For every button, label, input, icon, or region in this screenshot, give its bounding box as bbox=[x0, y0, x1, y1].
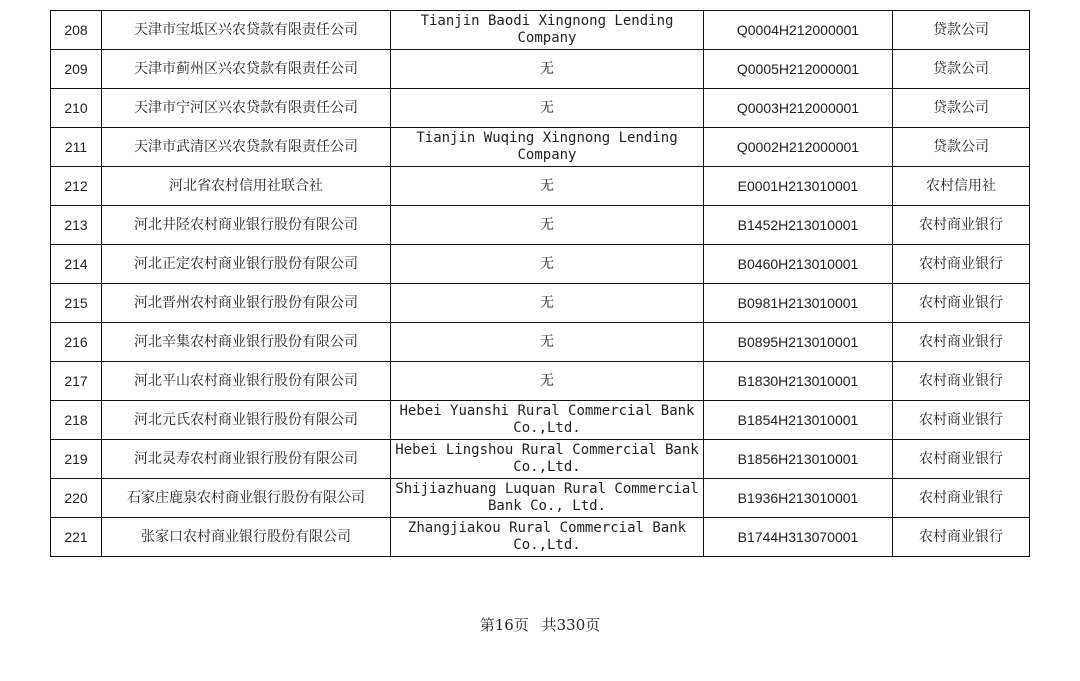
cell-serial-number: 211 bbox=[51, 128, 102, 167]
cell-institution-code: B0895H213010001 bbox=[704, 323, 893, 362]
cell-institution-type: 农村商业银行 bbox=[893, 401, 1030, 440]
cell-institution-code: B0460H213010001 bbox=[704, 245, 893, 284]
cell-name-chinese: 天津市宁河区兴农贷款有限责任公司 bbox=[102, 89, 391, 128]
cell-serial-number: 209 bbox=[51, 50, 102, 89]
cell-name-chinese: 河北晋州农村商业银行股份有限公司 bbox=[102, 284, 391, 323]
table-row bbox=[51, 440, 1030, 479]
table-row bbox=[51, 206, 1030, 245]
cell-institution-type: 农村信用社 bbox=[893, 167, 1030, 206]
cell-name-chinese: 石家庄鹿泉农村商业银行股份有限公司 bbox=[102, 479, 391, 518]
cell-serial-number: 208 bbox=[51, 11, 102, 50]
cell-name-english: Zhangjiakou Rural Commercial Bank Co.,Ltd. bbox=[391, 518, 704, 557]
cell-institution-type: 农村商业银行 bbox=[893, 362, 1030, 401]
table-body bbox=[51, 11, 1030, 557]
cell-name-english: 无 bbox=[391, 89, 704, 128]
cell-institution-type: 农村商业银行 bbox=[893, 440, 1030, 479]
cell-serial-number: 212 bbox=[51, 167, 102, 206]
page-footer bbox=[0, 614, 1080, 635]
cell-institution-code: E0001H213010001 bbox=[704, 167, 893, 206]
cell-serial-number: 210 bbox=[51, 89, 102, 128]
cell-institution-type: 贷款公司 bbox=[893, 128, 1030, 167]
table-row bbox=[51, 323, 1030, 362]
table-row bbox=[51, 401, 1030, 440]
table-row bbox=[51, 284, 1030, 323]
cell-institution-type: 农村商业银行 bbox=[893, 206, 1030, 245]
institution-table bbox=[50, 10, 1030, 557]
cell-name-chinese: 天津市武清区兴农贷款有限责任公司 bbox=[102, 128, 391, 167]
cell-institution-type: 贷款公司 bbox=[893, 89, 1030, 128]
cell-institution-code: B0981H213010001 bbox=[704, 284, 893, 323]
cell-serial-number: 215 bbox=[51, 284, 102, 323]
cell-institution-code: B1936H213010001 bbox=[704, 479, 893, 518]
cell-name-chinese: 河北元氏农村商业银行股份有限公司 bbox=[102, 401, 391, 440]
cell-name-english: Shijiazhuang Luquan Rural Commercial Bank Co., Ltd. bbox=[391, 479, 704, 518]
cell-institution-type: 农村商业银行 bbox=[893, 479, 1030, 518]
table-row bbox=[51, 50, 1030, 89]
cell-name-chinese: 天津市蓟州区兴农贷款有限责任公司 bbox=[102, 50, 391, 89]
cell-name-english: 无 bbox=[391, 323, 704, 362]
cell-serial-number: 214 bbox=[51, 245, 102, 284]
cell-institution-code: B1856H213010001 bbox=[704, 440, 893, 479]
cell-institution-code: B1830H213010001 bbox=[704, 362, 893, 401]
cell-name-english: 无 bbox=[391, 245, 704, 284]
cell-institution-code: Q0005H212000001 bbox=[704, 50, 893, 89]
cell-institution-code: Q0003H212000001 bbox=[704, 89, 893, 128]
cell-institution-type: 贷款公司 bbox=[893, 11, 1030, 50]
cell-institution-type: 农村商业银行 bbox=[893, 518, 1030, 557]
cell-serial-number: 219 bbox=[51, 440, 102, 479]
cell-institution-code: Q0002H212000001 bbox=[704, 128, 893, 167]
cell-name-chinese: 河北平山农村商业银行股份有限公司 bbox=[102, 362, 391, 401]
cell-name-chinese: 河北井陉农村商业银行股份有限公司 bbox=[102, 206, 391, 245]
table-row bbox=[51, 245, 1030, 284]
table-row bbox=[51, 89, 1030, 128]
table-row bbox=[51, 167, 1030, 206]
cell-institution-type: 农村商业银行 bbox=[893, 323, 1030, 362]
cell-name-chinese: 河北正定农村商业银行股份有限公司 bbox=[102, 245, 391, 284]
cell-institution-code: B1744H313070001 bbox=[704, 518, 893, 557]
table-row bbox=[51, 518, 1030, 557]
cell-serial-number: 220 bbox=[51, 479, 102, 518]
cell-serial-number: 213 bbox=[51, 206, 102, 245]
table-row bbox=[51, 11, 1030, 50]
cell-name-chinese: 河北辛集农村商业银行股份有限公司 bbox=[102, 323, 391, 362]
cell-institution-type: 农村商业银行 bbox=[893, 245, 1030, 284]
cell-serial-number: 221 bbox=[51, 518, 102, 557]
cell-name-chinese: 天津市宝坻区兴农贷款有限责任公司 bbox=[102, 11, 391, 50]
cell-institution-code: Q0004H212000001 bbox=[704, 11, 893, 50]
cell-institution-type: 农村商业银行 bbox=[893, 284, 1030, 323]
table-row bbox=[51, 128, 1030, 167]
cell-serial-number: 216 bbox=[51, 323, 102, 362]
cell-name-english: 无 bbox=[391, 50, 704, 89]
cell-name-english: Hebei Lingshou Rural Commercial Bank Co.,Ltd. bbox=[391, 440, 704, 479]
cell-institution-code: B1854H213010001 bbox=[704, 401, 893, 440]
cell-name-english: 无 bbox=[391, 206, 704, 245]
cell-name-english: Tianjin Baodi Xingnong Lending Company bbox=[391, 11, 704, 50]
cell-name-chinese: 河北省农村信用社联合社 bbox=[102, 167, 391, 206]
cell-institution-code: B1452H213010001 bbox=[704, 206, 893, 245]
cell-name-english: 无 bbox=[391, 362, 704, 401]
cell-serial-number: 217 bbox=[51, 362, 102, 401]
page-total: 共330页 bbox=[541, 616, 601, 634]
cell-institution-type: 贷款公司 bbox=[893, 50, 1030, 89]
table-row bbox=[51, 362, 1030, 401]
cell-name-chinese: 张家口农村商业银行股份有限公司 bbox=[102, 518, 391, 557]
cell-name-english: Hebei Yuanshi Rural Commercial Bank Co.,Ltd. bbox=[391, 401, 704, 440]
cell-name-english: Tianjin Wuqing Xingnong Lending Company bbox=[391, 128, 704, 167]
cell-name-chinese: 河北灵寿农村商业银行股份有限公司 bbox=[102, 440, 391, 479]
cell-name-english: 无 bbox=[391, 167, 704, 206]
page-number: 第16页 bbox=[479, 616, 529, 634]
table-row bbox=[51, 479, 1030, 518]
cell-serial-number: 218 bbox=[51, 401, 102, 440]
cell-name-english: 无 bbox=[391, 284, 704, 323]
